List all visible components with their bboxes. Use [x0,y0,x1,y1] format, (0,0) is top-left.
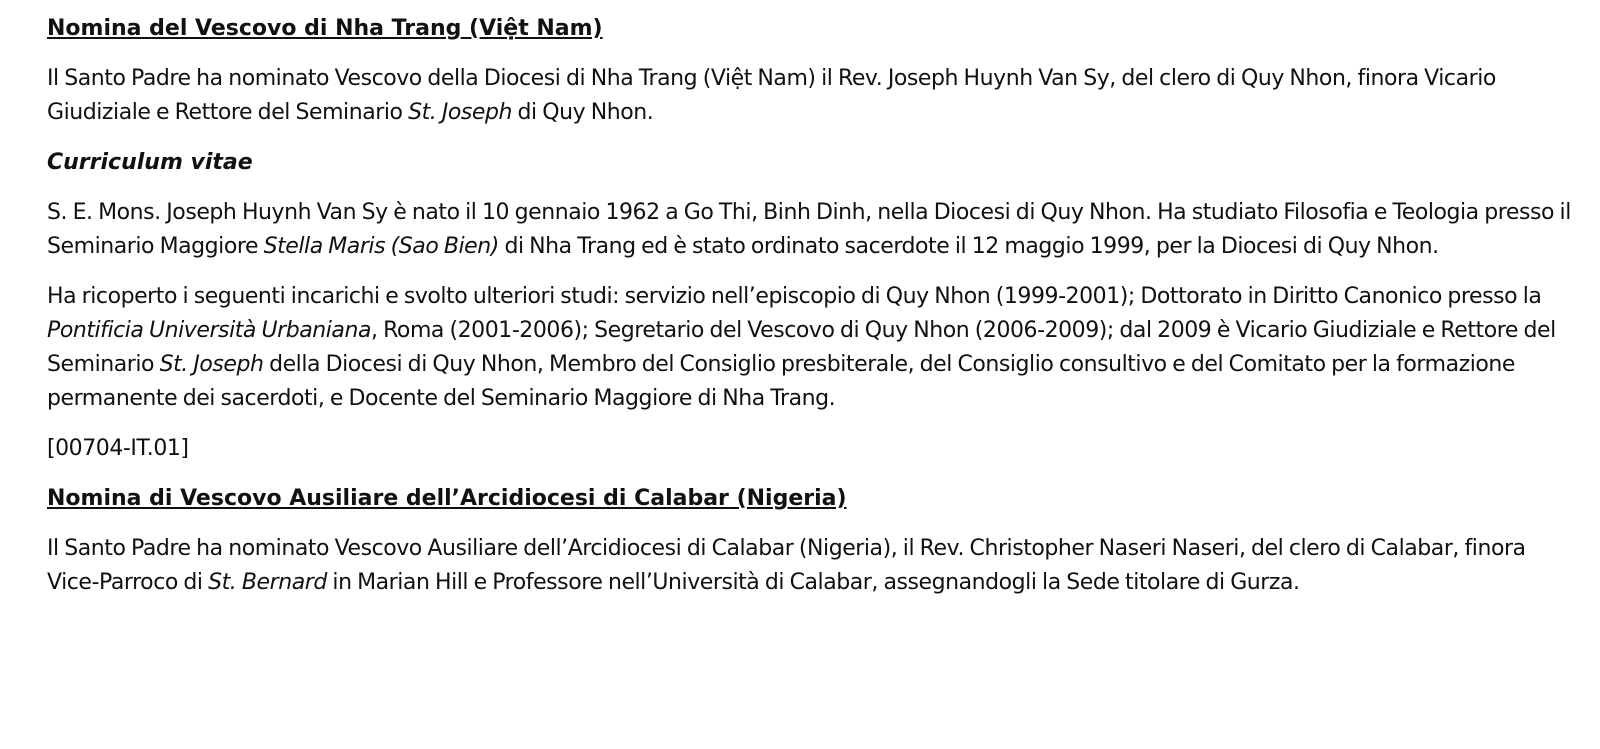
paragraph-text: S. E. Mons. Joseph Huynh Van Sy è nato il 10 gennaio 1962 a Go Thi, Binh Dinh, nella Diocesi di Quy Nhon. Ha studiato Filosofia e Teologia presso il Seminario Maggiore [47,200,1571,259]
heading-title: Nomina del Vescovo di Nha Trang [47,16,462,41]
paragraph-italic: Stella Maris (Sao Bien) [263,234,499,259]
heading-country: (Nigeria) [736,486,847,511]
appointment-paragraph [47,62,1577,130]
paragraph-text: in Marian Hill e Professore nell’Università di Calabar, assegnandogli la Sede titolare di Gurza. [326,570,1300,595]
paragraph-text: , Roma (2001-2006); Segretario del Vescovo di Quy Nhon (2006-2009); dal 2009 è Vicario Giudiziale e Rettore del Seminario [47,318,1556,377]
paragraph-text: Ha ricoperto i seguenti incarichi e svolto ulteriori studi: servizio nell’episcopio di Quy Nhon (1999-2001); Dottorato in Diritto Canonico presso la [47,284,1542,309]
paragraph-italic: Pontificia Università Urbaniana [47,318,371,343]
paragraph-italic: St. Joseph [159,352,264,377]
appointment-paragraph [47,532,1577,600]
career-paragraph [47,280,1577,416]
paragraph-italic: St. Joseph [408,100,512,125]
curriculum-vitae-heading: Curriculum vitae [47,150,253,175]
section-heading-calabar [47,482,1577,516]
paragraph-italic: St. Bernard [208,570,327,595]
paragraph-text: della Diocesi di Quy Nhon, Membro del Consiglio presbiterale, del Consiglio consultivo e del Comitato per la formazione permanente dei sacerdoti, e Docente del Seminario Maggiore di Nha Trang. [47,352,1516,411]
paragraph-text: di Quy Nhon. [512,100,654,125]
heading-space [729,486,737,511]
paragraph-text: di Nha Trang ed è stato ordinato sacerdote il 12 maggio 1999, per la Diocesi di Quy Nhon. [498,234,1439,259]
reference-code: [00704-IT.01] [47,436,189,461]
biography-paragraph [47,196,1577,264]
paragraph-text: Il Santo Padre ha nominato Vescovo Ausiliare dell’Arcidiocesi di Calabar (Nigeria), il Rev. Christopher Naseri Naseri, del clero di Calabar, finora Vice-Parroco di [47,536,1526,595]
heading-country: (Việt Nam) [469,16,603,41]
heading-title: Nomina di Vescovo Ausiliare dell’Arcidiocesi di Calabar [47,486,729,511]
heading-space [461,16,469,41]
paragraph-text: Il Santo Padre ha nominato Vescovo della Diocesi di Nha Trang (Việt Nam) il Rev. Joseph Huynh Van Sy, del clero di Quy Nhon, finora Vicario Giudiziale e Rettore del Seminario [47,66,1496,125]
section-heading-nha-trang [47,12,1577,46]
document-page [47,12,1577,616]
